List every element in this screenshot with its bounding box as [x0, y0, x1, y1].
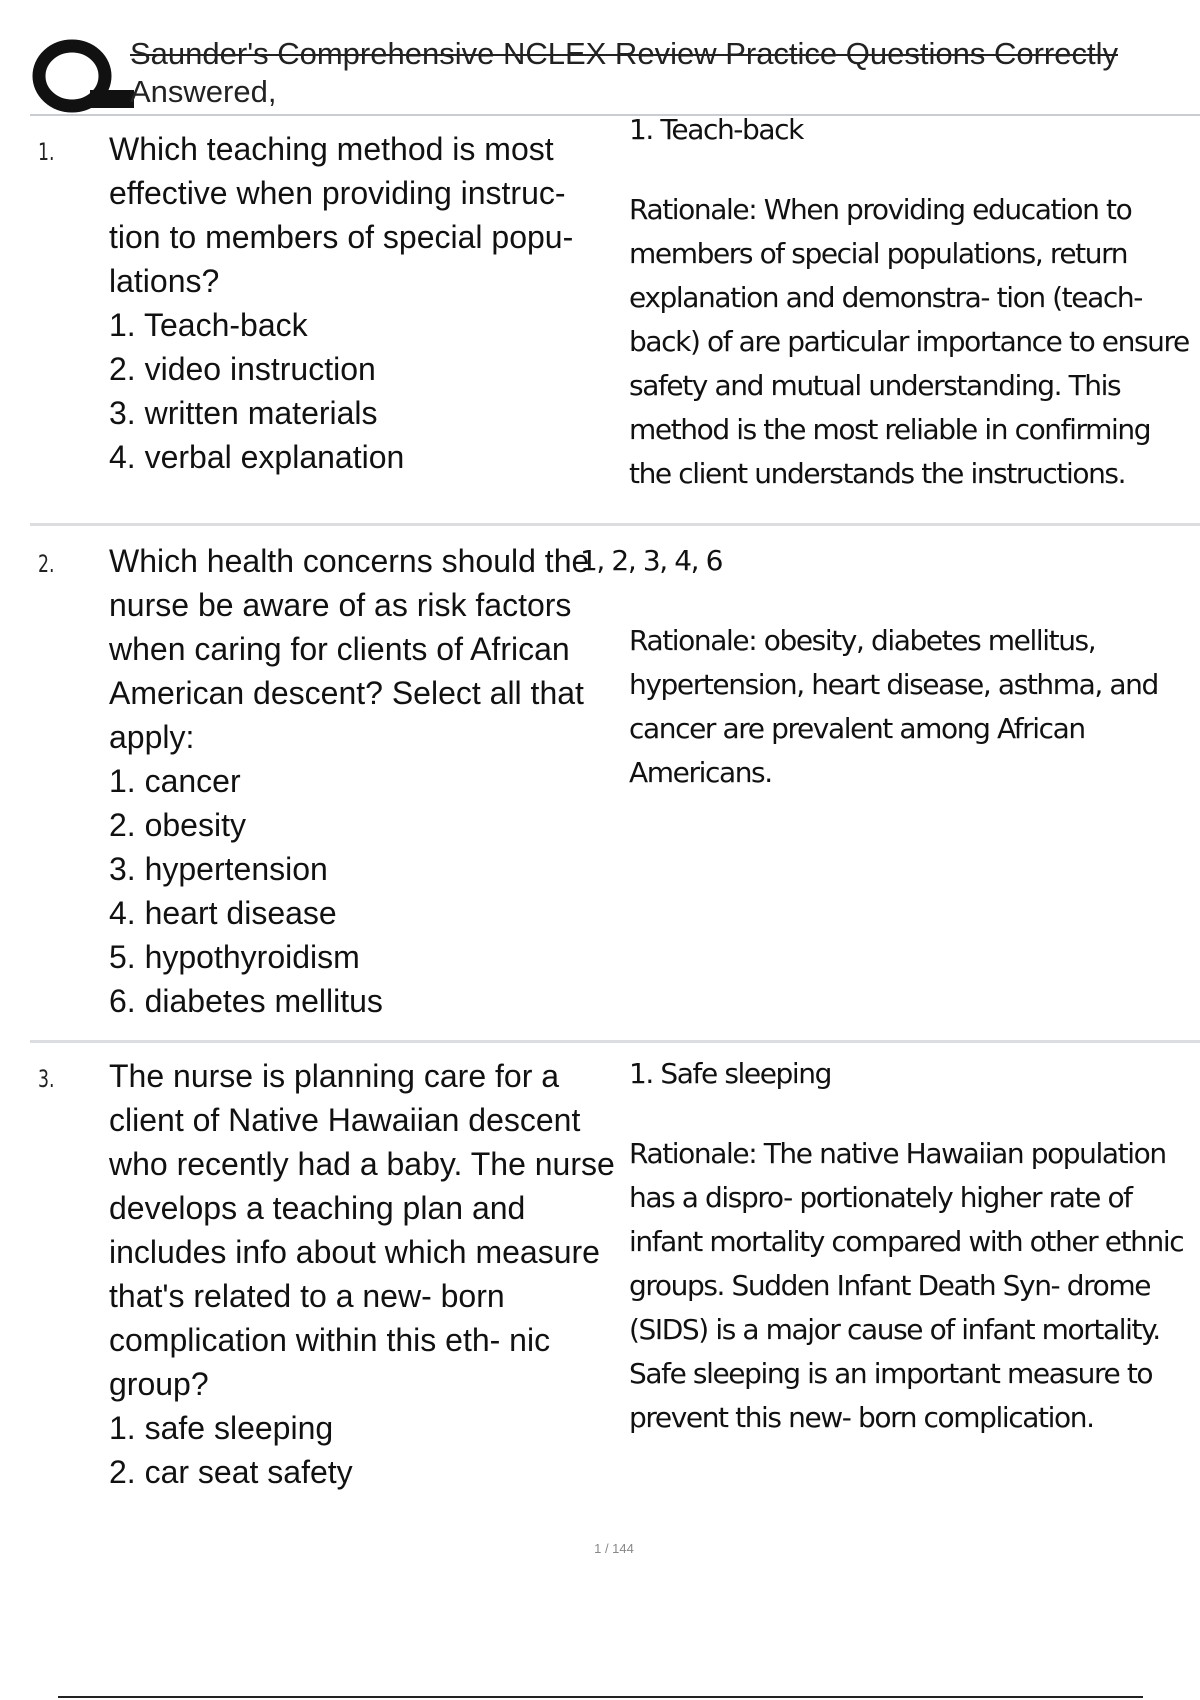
option-item: 5. hypothyroidism	[109, 939, 360, 975]
option-item: 2. obesity	[109, 807, 246, 843]
rationale-column	[629, 619, 1189, 795]
document-title-line-2: Answered,	[130, 74, 277, 109]
question-text: Which teaching method is most effective when providing instruc- tion to members of special popu- lations?	[109, 131, 574, 299]
option-item: 2. video instruction	[109, 351, 376, 387]
question-text-column	[109, 127, 619, 479]
correct-answer: 1. Safe sleeping	[629, 1057, 832, 1090]
answer-column	[629, 1052, 1189, 1440]
option-item: 4. verbal explanation	[109, 439, 405, 475]
answer-column	[629, 108, 1189, 496]
correct-answer: 1. Teach-back	[629, 113, 803, 146]
option-item: 3. hypertension	[109, 851, 328, 887]
option-item: 3. written materials	[109, 395, 378, 431]
document-header	[30, 30, 1200, 116]
question-divider	[30, 1040, 1200, 1043]
question-number: 2.	[38, 550, 55, 578]
page-number: 1 / 144	[594, 1541, 634, 1556]
option-item: 1. safe sleeping	[109, 1410, 334, 1446]
footer-divider	[58, 1696, 1143, 1698]
rationale-text: Rationale: obesity, diabetes mellitus, hypertension, heart disease, asthma, and cancer are prevalent among African Americans.	[629, 624, 1158, 789]
question-text: The nurse is planning care for a client of Native Hawaiian descent who recently had a baby. The nurse develops a teaching plan and includes info about which measure that's related to a new- born complication within this eth- nic group?	[109, 1058, 615, 1402]
option-item: 6. diabetes mellitus	[109, 983, 383, 1019]
document-title	[130, 35, 1200, 111]
rationale-text: Rationale: The native Hawaiian population has a dispro- portionately higher rate of infant mortality compared with other ethnic groups. Sudden Infant Death Syn- drome (SIDS) is a major cause of infant mortality. Safe sleeping is an important measure to prevent this new- born complication.	[629, 1137, 1184, 1434]
question-text-column	[109, 1054, 619, 1494]
question-text: Which health concerns should the nurse be aware of as risk factors when caring for clients of African American descent? Select all that apply:	[109, 543, 590, 755]
option-item: 4. heart disease	[109, 895, 337, 931]
correct-answer: 1, 2, 3, 4, 6	[580, 544, 723, 577]
question-number: 1.	[38, 138, 55, 166]
question-text-column	[109, 539, 619, 1023]
question-divider	[30, 523, 1200, 526]
option-item: 1. Teach-back	[109, 307, 308, 343]
question-number: 3.	[38, 1065, 55, 1093]
option-item: 1. cancer	[109, 763, 241, 799]
q-logo-icon	[32, 38, 136, 114]
document-title-line-1: Saunder's Comprehensive NCLEX Review Practice Questions Correctly	[130, 36, 1118, 71]
rationale-text: Rationale: When providing education to members of special populations, return explanation and demonstra- tion (teach-back) of are particular importance to ensure safety and mutual understanding. This method is the most reliable in confirming the client understands the instructions.	[629, 193, 1189, 490]
answer-column	[580, 539, 1140, 583]
option-item: 2. car seat safety	[109, 1454, 353, 1490]
